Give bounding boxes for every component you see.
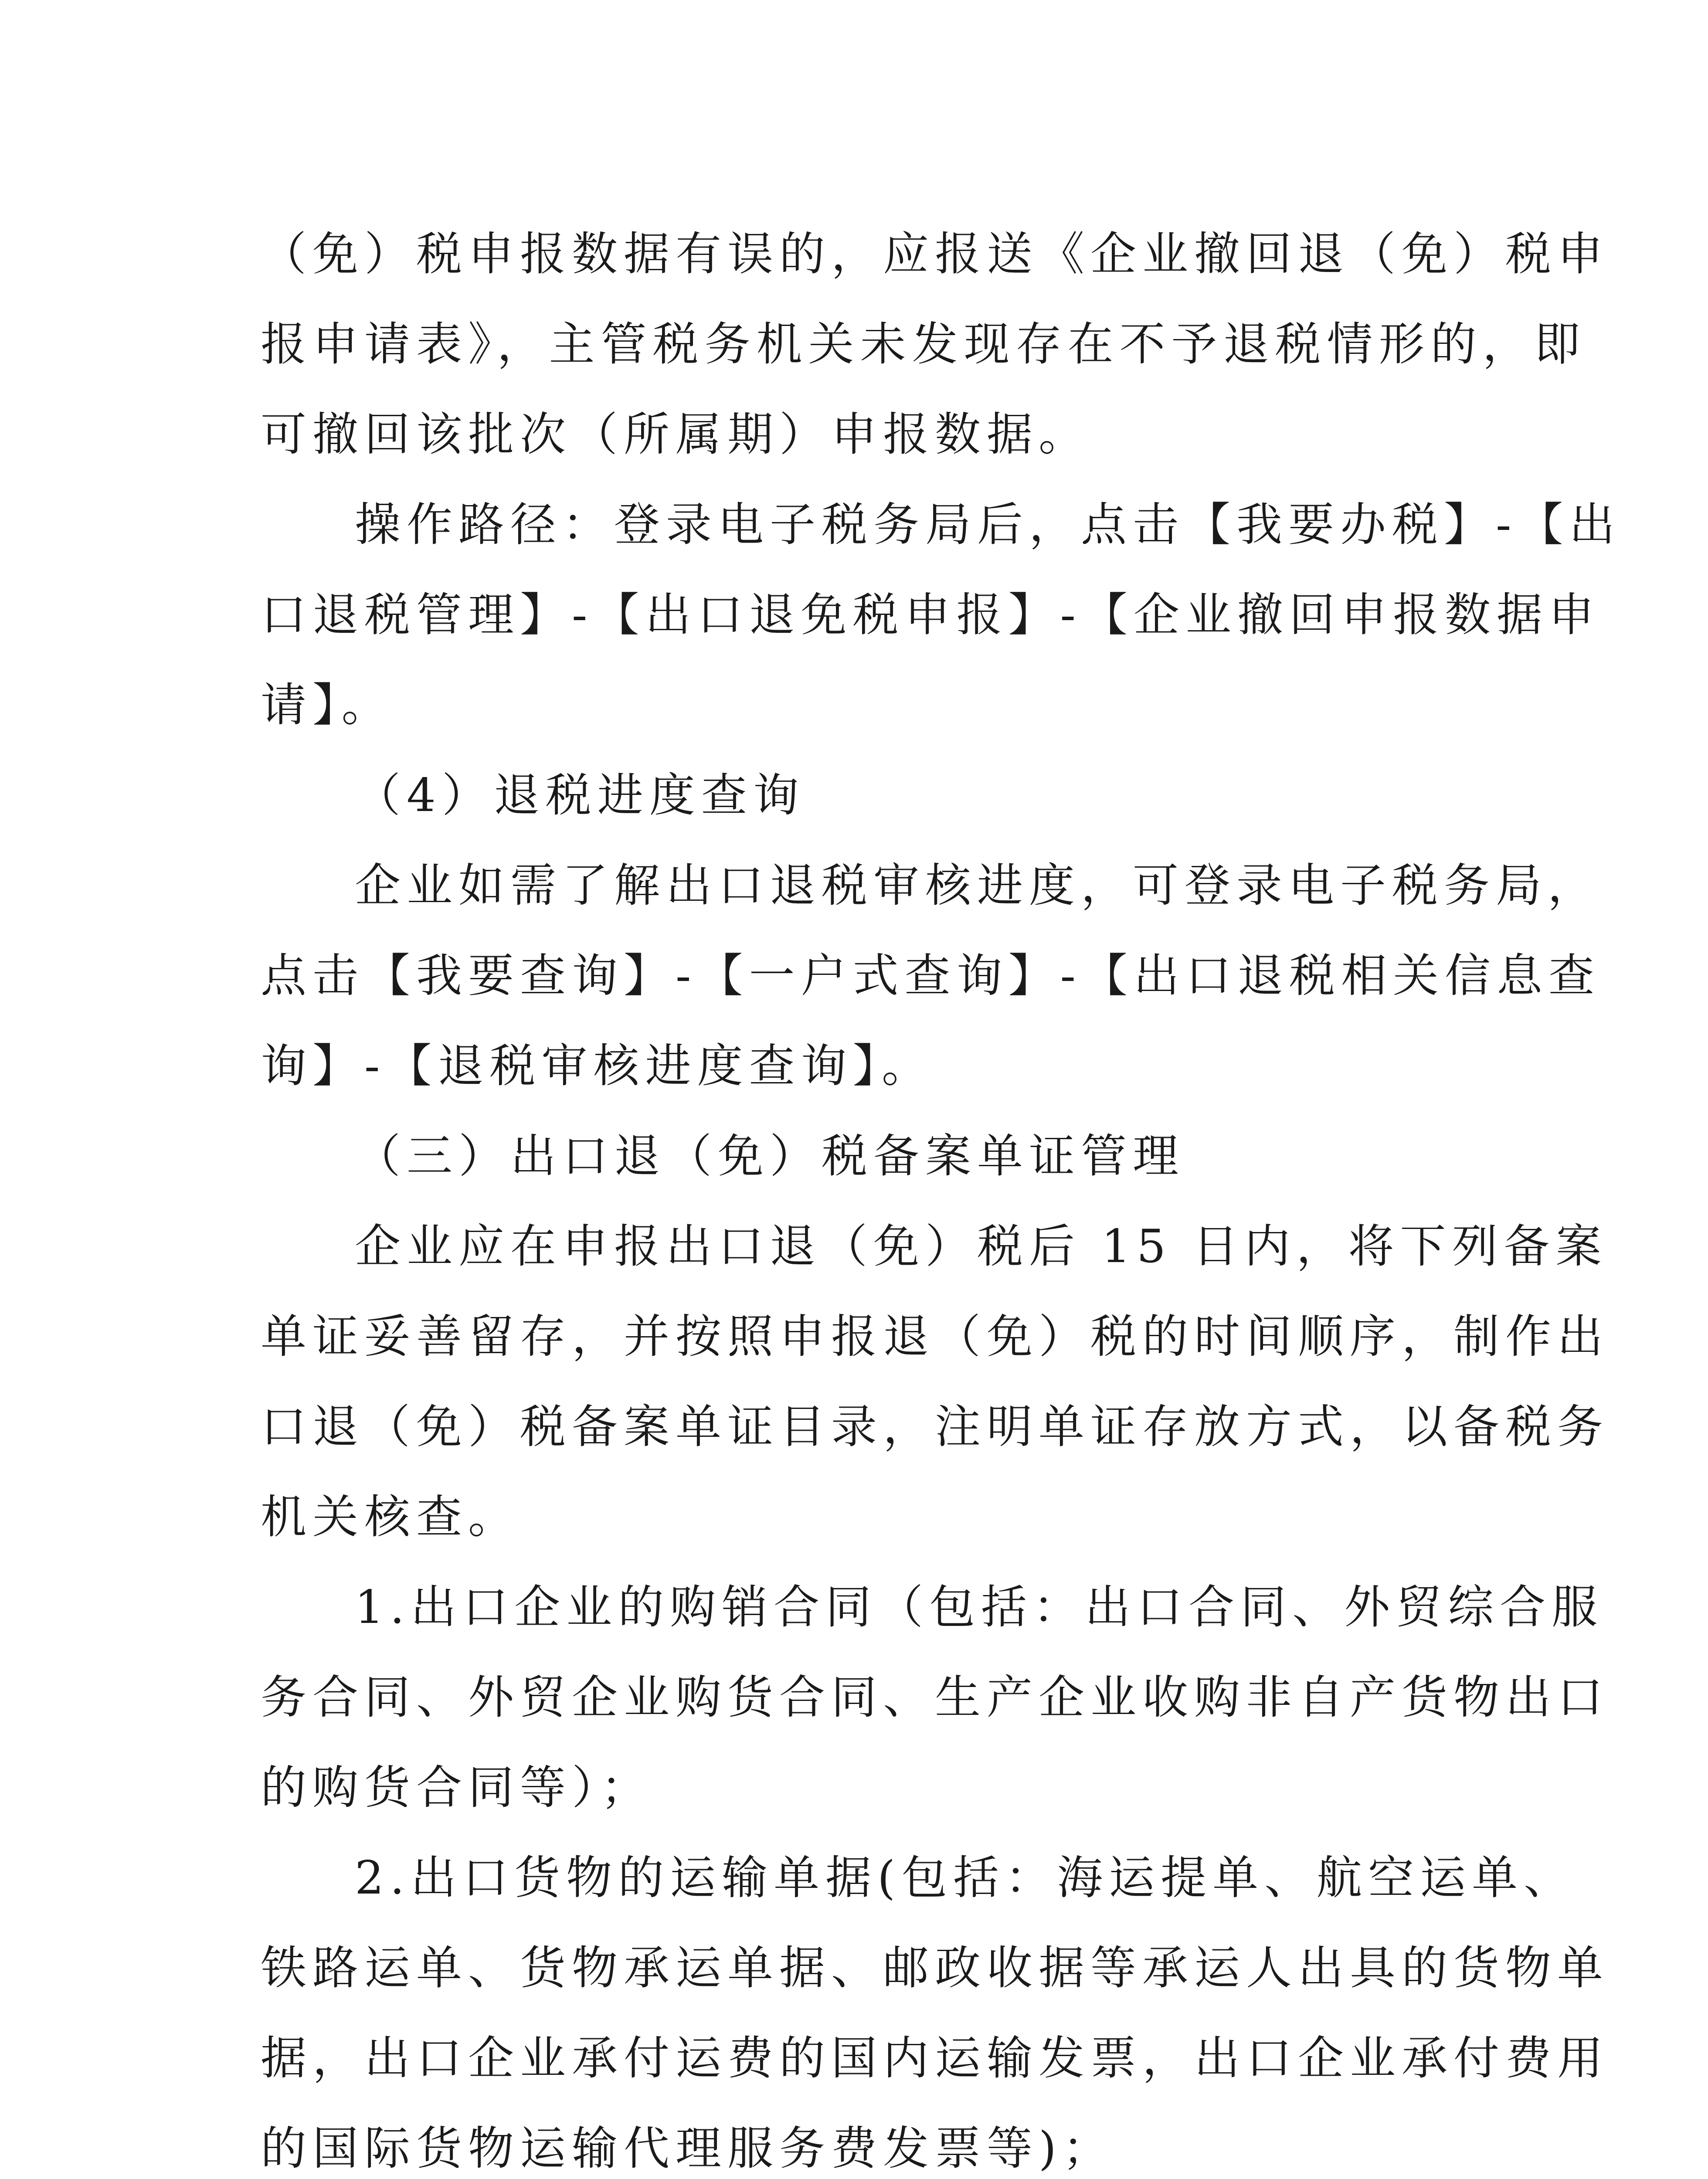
- paragraph-line: （免）税申报数据有误的，应报送《企业撤回退（免）税申: [261, 227, 1610, 281]
- document-body: [261, 209, 1621, 2179]
- list-item-line: 的国际货物运输代理服务费发票等)；: [261, 2122, 1114, 2175]
- paragraph-line: 口退税管理】-【出口退免税申报】-【企业撤回申报数据申: [261, 588, 1600, 641]
- paragraph-line: 请】。: [261, 679, 394, 732]
- list-item-line: 2.出口货物的运输单据(包括：海运提单、航空运单、: [355, 1851, 1576, 1904]
- paragraph-line: 企业如需了解出口退税审核进度，可登录电子税务局，: [355, 859, 1600, 912]
- paragraph-line: 口退（免）税备案单证目录，注明单证存放方式，以备税务: [261, 1400, 1610, 1453]
- paragraph-line: 单证妥善留存，并按照申报退（免）税的时间顺序，制作出: [261, 1310, 1610, 1363]
- section-heading: （4）退税进度查询: [355, 769, 805, 822]
- list-item-line: 务合同、外贸企业购货合同、生产企业收购非自产货物出口: [261, 1671, 1610, 1724]
- paragraph-line: 询】-【退税审核进度查询】。: [261, 1039, 934, 1093]
- paragraph-line: 点击【我要查询】-【一户式查询】-【出口退税相关信息查: [261, 949, 1600, 1002]
- paragraph-line: 机关核查。: [261, 1490, 520, 1544]
- paragraph-line: 可撤回该批次（所属期）申报数据。: [261, 408, 1091, 461]
- paragraph-line: 企业应在申报出口退（免）税后 15 日内，将下列备案: [355, 1220, 1608, 1273]
- paragraph-line: 操作路径：登录电子税务局后，点击【我要办税】-【出: [355, 498, 1621, 551]
- list-item-line: 1.出口企业的购销合同（包括：出口合同、外贸综合服: [355, 1581, 1604, 1634]
- list-item-line: 铁路运单、货物承运单据、邮政收据等承运人出具的货物单: [261, 1941, 1610, 1995]
- list-item-line: 据，出口企业承付运费的国内运输发票，出口企业承付费用: [261, 2032, 1610, 2085]
- paragraph-line: 报申请表》，主管税务机关未发现存在不予退税情形的，即: [261, 318, 1586, 371]
- section-heading: （三）出口退（免）税备案单证管理: [355, 1130, 1185, 1183]
- list-item-line: 的购货合同等）；: [261, 1761, 653, 1814]
